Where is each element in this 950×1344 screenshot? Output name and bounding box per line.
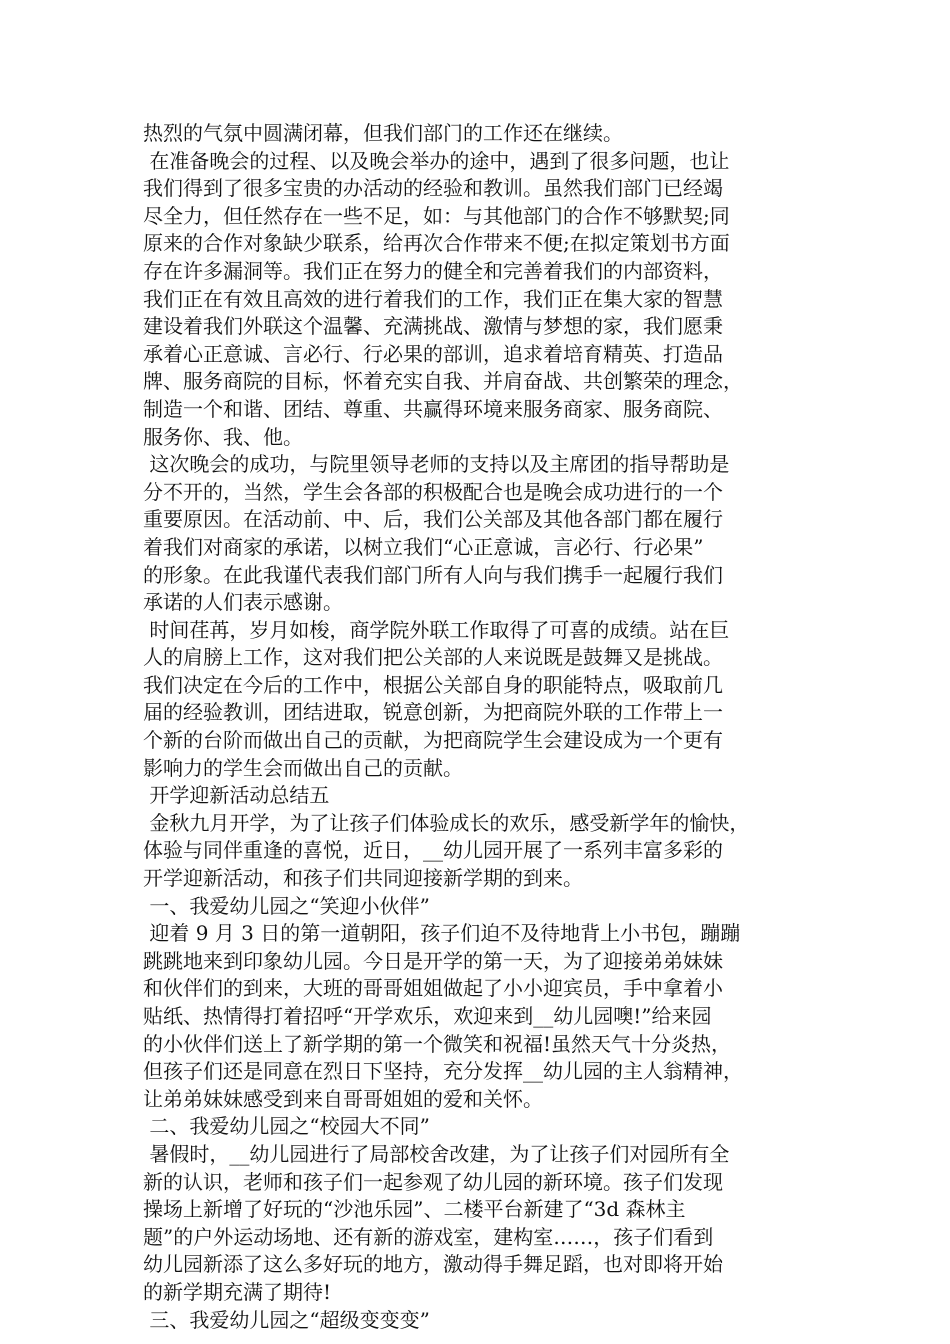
text-line: 体验与同伴重逢的喜悦，近日，__幼儿园开展了一系列丰富多彩的 (143, 838, 723, 863)
text-line: 存在许多漏洞等。我们正在努力的健全和完善着我们的内部资料， (143, 258, 723, 283)
text-line: 三、我爱幼儿园之“超级变变变” (143, 1307, 430, 1332)
text-line: 贴纸、热情得打着招呼“开学欢乐，欢迎来到__幼儿园噢!”给来园 (143, 1004, 712, 1028)
text-line: 原来的合作对象缺少联系，给再次合作带来不便;在拟定策划书方面 (143, 231, 730, 256)
text-line: 服务你、我、他。 (143, 424, 303, 449)
text-line: 承着心正意诚、言必行、行必果的部训，追求着培育精英、打造品 (143, 341, 723, 366)
text-line: 金秋九月开学，为了让孩子们体验成长的欢乐，感受新学年的愉快， (143, 810, 750, 835)
text-line: 跳跳地来到印象幼儿园。今日是开学的第一天，为了迎接弟弟妹妹 (143, 948, 723, 973)
text-line: 我们得到了很多宝贵的办活动的经验和教训。虽然我们部门已经竭 (143, 176, 723, 201)
text-line: 我们决定在今后的工作中，根据公关部自身的职能特点，吸取前几 (143, 672, 723, 697)
document-body (143, 120, 813, 1334)
text-line: 热烈的气氛中圆满闭幕，但我们部门的工作还在继续。 (143, 121, 623, 145)
text-line: 操场上新增了好玩的“沙池乐园”、二楼平台新建了“3d 森林主 (143, 1197, 686, 1222)
text-line: 的小伙伴们送上了新学期的第一个微笑和祝福!虽然天气十分炎热， (143, 1031, 732, 1056)
text-line: 开学迎新活动，和孩子们共同迎接新学期的到来。 (143, 866, 583, 891)
text-line: 尽全力，但任然存在一些不足，如：与其他部门的合作不够默契;同 (143, 203, 730, 228)
text-line: 建设着我们外联这个温馨、充满挑战、激情与梦想的家，我们愿秉 (143, 314, 723, 339)
text-line: 个新的台阶而做出自己的贡献，为把商院学生会建设成为一个更有 (143, 728, 723, 753)
text-line: 承诺的人们表示感谢。 (143, 590, 343, 615)
text-line: 一、我爱幼儿园之“笑迎小伙伴” (143, 893, 430, 918)
text-line: 让弟弟妹妹感受到来自哥哥姐姐的爱和关怀。 (143, 1086, 543, 1111)
text-line: 时间荏苒，岁月如梭，商学院外联工作取得了可喜的成绩。站在巨 (143, 617, 730, 642)
text-line: 在准备晚会的过程、以及晚会举办的途中，遇到了很多问题，也让 (143, 148, 730, 173)
text-line: 分不开的，当然，学生会各部的积极配合也是晚会成功进行的一个 (143, 479, 723, 504)
text-line: 的新学期充满了期待! (143, 1279, 332, 1304)
text-line: 影响力的学生会而做出自己的贡献。 (143, 755, 463, 780)
text-line: 制造一个和谐、团结、尊重、共赢得环境来服务商家、服务商院、 (143, 396, 723, 421)
text-line: 暑假时，__幼儿园进行了局部校舍改建，为了让孩子们对园所有全 (143, 1141, 730, 1166)
text-line: 牌、服务商院的目标，怀着充实自我、并肩奋战、共创繁荣的理念， (143, 369, 743, 394)
text-line: 的形象。在此我谨代表我们部门所有人向与我们携手一起履行我们 (143, 562, 723, 587)
text-line: 新的认识，老师和孩子们一起参观了幼儿园的新环境。孩子们发现 (143, 1169, 723, 1194)
text-line: 幼儿园新添了这么多好玩的地方，激动得手舞足蹈，也对即将开始 (143, 1252, 723, 1277)
text-line: 人的肩膀上工作，这对我们把公关部的人来说既是鼓舞又是挑战。 (143, 645, 723, 670)
text-line: 着我们对商家的承诺，以树立我们“心正意诚，言必行、行必果” (143, 534, 704, 559)
text-line: 届的经验教训，团结进取，锐意创新，为把商院外联的工作带上一 (143, 700, 723, 725)
text-line: 题”的户外运动场地、还有新的游戏室，建构室……，孩子们看到 (143, 1224, 714, 1249)
text-line: 我们正在有效且高效的进行着我们的工作，我们正在集大家的智慧 (143, 286, 723, 311)
text-line: 这次晚会的成功，与院里领导老师的支持以及主席团的指导帮助是 (143, 452, 730, 477)
text-line: 和伙伴们的到来，大班的哥哥姐姐做起了小小迎宾员，手中拿着小 (143, 976, 723, 1001)
text-line: 重要原因。在活动前、中、后，我们公关部及其他各部门都在履行 (143, 507, 723, 532)
text-line: 迎着 9 月 3 日的第一道朝阳，孩子们迫不及待地背上小书包，蹦蹦 (143, 921, 741, 946)
text-line: 二、我爱幼儿园之“校园大不同” (143, 1114, 430, 1139)
text-line: 但孩子们还是同意在烈日下坚持，充分发挥__幼儿园的主人翁精神， (143, 1059, 743, 1084)
text-line: 开学迎新活动总结五 (143, 783, 330, 808)
